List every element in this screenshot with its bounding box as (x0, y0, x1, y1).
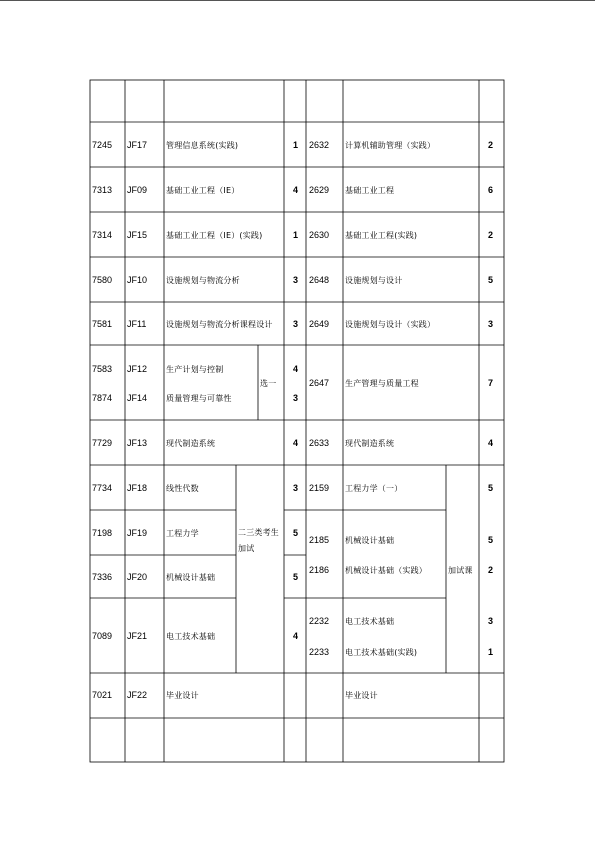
course-name: 基础工业工程(实践) (345, 231, 418, 240)
course-id: JF13 (127, 438, 148, 448)
course-code: 2649 (309, 319, 330, 329)
course-name: 基础工业工程（IE）(实践) (166, 231, 263, 240)
course-id: JF18 (127, 483, 148, 493)
course-code: 7734 (92, 483, 113, 493)
course-code: 7729 (92, 438, 113, 448)
course-name: 设施规划与物流分析 (166, 276, 240, 285)
course-name: 电工技术基础(实践) (345, 648, 418, 657)
course-code: 7581 (92, 319, 113, 329)
course-credit: 5 (293, 572, 299, 582)
course-name: 生产计划与控制 (166, 365, 224, 374)
course-id: JF19 (127, 528, 148, 538)
course-credit: 3 (293, 275, 299, 285)
course-code: 2647 (309, 378, 330, 388)
course-id: JF09 (127, 185, 148, 195)
course-name: 管理信息系统(实践) (166, 141, 239, 150)
course-credit: 3 (488, 319, 494, 329)
course-code: 2633 (309, 438, 330, 448)
course-credit: 3 (293, 483, 299, 493)
course-code: 7874 (92, 393, 113, 403)
course-id: JF21 (127, 631, 148, 641)
course-credit: 2 (488, 140, 494, 150)
category-23-note-line2: 加试 (238, 544, 255, 553)
course-credit: 4 (293, 364, 299, 374)
course-code: 2632 (309, 140, 330, 150)
course-name: 质量管理与可靠性 (166, 394, 232, 403)
course-name: 现代制造系统 (345, 439, 395, 448)
course-credit: 2 (488, 230, 494, 240)
course-name: 生产管理与质量工程 (345, 379, 419, 388)
course-name: 工程力学 (166, 529, 199, 538)
extra-course-note: 加试课 (448, 566, 473, 575)
course-code: 2630 (309, 230, 330, 240)
course-code: 2629 (309, 185, 330, 195)
course-credit: 4 (293, 438, 299, 448)
course-name: 机械设计基础 (166, 573, 216, 582)
course-code: 7580 (92, 275, 113, 285)
course-name: 计算机辅助管理（实践） (345, 141, 436, 150)
course-name: 线性代数 (166, 484, 199, 493)
course-credit: 3 (293, 393, 299, 403)
course-id: JF11 (127, 319, 147, 329)
course-id: JF14 (127, 393, 148, 403)
course-id: JF15 (127, 230, 148, 240)
course-code: 7198 (92, 528, 113, 538)
course-credit: 3 (488, 616, 494, 626)
course-credit: 5 (488, 535, 494, 545)
course-code: 2159 (309, 483, 330, 493)
course-code: 7089 (92, 631, 113, 641)
course-credit: 4 (293, 185, 299, 195)
course-credit: 3 (293, 319, 299, 329)
course-code: 7245 (92, 140, 113, 150)
choose-one-note: 选一 (260, 379, 277, 388)
course-credit: 5 (488, 275, 494, 285)
course-credit: 1 (293, 140, 299, 150)
category-23-note-line1: 二三类考生 (238, 528, 279, 537)
course-credit: 4 (293, 631, 299, 641)
course-name: 现代制造系统 (166, 439, 216, 448)
course-code: 7314 (92, 230, 113, 240)
course-code: 2648 (309, 275, 330, 285)
course-credit: 1 (488, 647, 494, 657)
course-code: 7336 (92, 572, 113, 582)
course-name: 毕业设计 (166, 691, 199, 700)
course-credit: 5 (488, 483, 494, 493)
course-code: 7021 (92, 690, 113, 700)
course-code: 7583 (92, 364, 113, 374)
course-name: 机械设计基础（实践） (345, 566, 427, 575)
course-name: 基础工业工程（IE） (166, 186, 240, 195)
course-name: 毕业设计 (345, 691, 378, 700)
course-credit: 2 (488, 565, 494, 575)
course-credit: 5 (293, 528, 299, 538)
course-id: JF20 (127, 572, 148, 582)
course-name: 电工技术基础 (345, 617, 395, 626)
course-id: JF12 (127, 364, 148, 374)
course-code: 7313 (92, 185, 113, 195)
course-credit: 6 (488, 185, 494, 195)
course-code: 2185 (309, 535, 330, 545)
course-id: JF17 (127, 140, 148, 150)
course-name: 工程力学（一） (345, 484, 403, 493)
course-name: 设施规划与设计 (345, 276, 403, 285)
course-name: 电工技术基础 (166, 632, 216, 641)
course-name: 机械设计基础 (345, 536, 395, 545)
course-code: 2232 (309, 616, 330, 626)
course-credit: 1 (293, 230, 299, 240)
course-name: 设施规划与设计（实践） (345, 320, 436, 329)
course-credit: 4 (488, 438, 494, 448)
course-id: JF10 (127, 275, 148, 285)
course-name: 基础工业工程 (345, 186, 395, 195)
course-code: 2186 (309, 565, 330, 575)
course-name: 设施规划与物流分析课程设计 (166, 320, 273, 329)
course-id: JF22 (127, 690, 148, 700)
course-credit: 7 (488, 378, 494, 388)
course-code: 2233 (309, 647, 330, 657)
